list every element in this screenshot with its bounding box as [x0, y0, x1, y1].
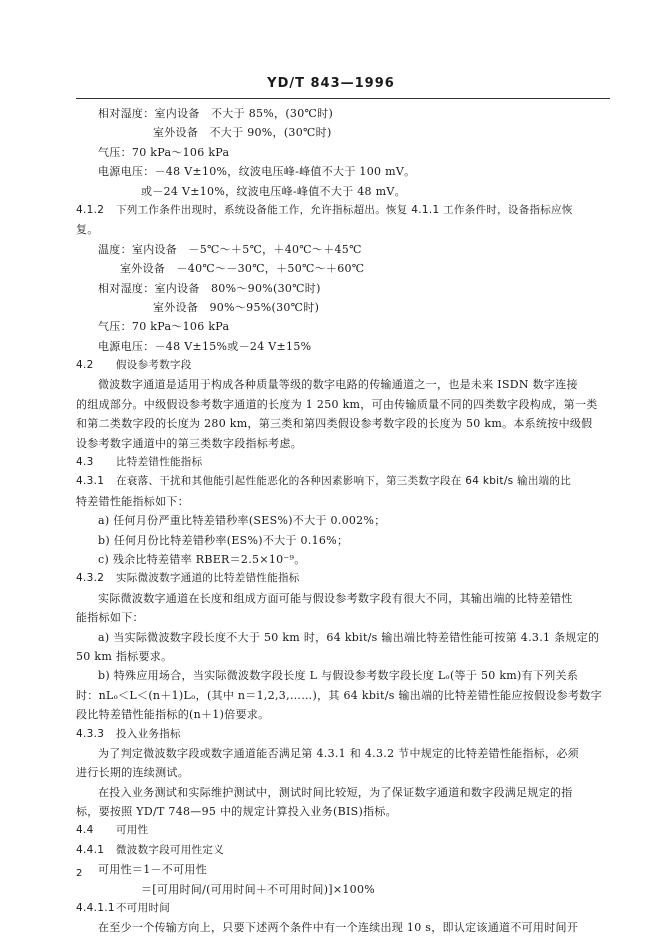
text-line: 复。	[76, 223, 99, 237]
text-line: 相对湿度：室内设备 80%～90%(30℃时)	[98, 281, 321, 295]
section-heading-text: 可用性	[116, 824, 149, 837]
section-number: 4.2	[76, 359, 94, 372]
text-line: 特差错性能指标如下：	[76, 494, 189, 508]
text-line: 能指标如下：	[76, 611, 144, 625]
section-heading-text: 微波数字段可用性定义	[116, 843, 224, 856]
section-heading	[76, 821, 610, 840]
text-line: b) 任何月份比特差错秒率(ES%)不大于 0.16%；	[98, 533, 349, 547]
section-heading-text: 比特差错性能指标	[116, 456, 203, 469]
text-line: 实际微波数字通道在长度和组成方面可能与假设参考数字段有很大不同，其输出端的比特差错性	[98, 591, 573, 605]
header-rule	[76, 98, 610, 99]
text-line: 电源电压：－48 V±10%，纹波电压峰-峰值不大于 100 mV。	[98, 165, 416, 179]
text-line: a) 当实际微波数字段长度不大于 50 km 时，64 kbit/s 输出端比特差错性能可按第 4.3.1 条规定的	[98, 630, 600, 644]
text-line: 室外设备 －40℃～－30℃，＋50℃～＋60℃	[120, 262, 365, 276]
section-number: 4.4	[76, 824, 94, 837]
section-heading	[76, 899, 610, 918]
text-line: 和第二类数字段的长度为 280 km，第三类和第四类假设参考数字段的长度为 50 km。本系统按中级假	[76, 417, 593, 431]
text-line: b) 特殊应用场合，当实际微波数字段长度 L 与假设参考数字段长度 Lₒ(等于 50 km)有下列关系	[98, 669, 579, 683]
section-heading-text: 下列工作条件出现时，系统设备能工作，允许指标超出。恢复 4.1.1 工作条件时，设备指标应恢	[116, 203, 573, 216]
section-number: 4.3.2	[76, 572, 105, 585]
text-line: 温度：室内设备 －5℃～＋5℃，＋40℃～＋45℃	[98, 242, 362, 256]
section-heading-text: 假设参考数字段	[116, 359, 192, 372]
section-number: 4.4.1.1	[76, 902, 115, 915]
text-line: 在至少一个传输方向上，只要下述两个条件中有一个连续出现 10 s，即认定该通道不可用时间开	[98, 921, 579, 935]
text-line: 相对湿度：室内设备 不大于 85%，(30℃时)	[98, 107, 334, 120]
section-heading-text: 不可用时间	[116, 902, 170, 915]
section-heading-text: 实际微波数字通道的比特差错性能指标	[116, 572, 300, 585]
section-heading	[76, 201, 610, 220]
text-line: 时：nLₒ＜L＜(n＋1)Lₒ，(其中 n＝1,2,3,……)，其 64 kbit/s 输出端的比特差错性能应按假设参考数字	[76, 688, 602, 702]
section-heading	[76, 725, 610, 744]
text-line: c) 残余比特差错率 RBER＝2.5×10⁻⁹。	[98, 552, 306, 566]
section-heading	[76, 841, 610, 860]
section-heading-text: 在衰落、干扰和其他能引起性能恶化的各种因素影响下，第三类数字段在 64 kbit/s 输出端的比	[116, 475, 572, 488]
section-number: 4.4.1	[76, 843, 105, 856]
body-text	[76, 104, 610, 938]
text-line: 的组成部分。中级假设参考数字通道的长度为 1 250 km，可由传输质量不同的四类数字段构成，第一类	[76, 397, 598, 411]
text-line: 微波数字通道是适用于构成各种质量等级的数字电路的传输通道之一，也是未来 ISDN 数字连接	[98, 378, 578, 392]
section-number: 4.1.2	[76, 203, 105, 216]
section-heading-text: 投入业务指标	[116, 727, 181, 740]
text-line: 室外设备 不大于 90%，(30℃时)	[153, 126, 332, 140]
text-line: 段比特差错性能指标的(n＋1)倍要求。	[76, 708, 270, 722]
text-line: 50 km 指标要求。	[76, 649, 173, 663]
section-number: 4.3.3	[76, 727, 105, 740]
text-line: 室外设备 90%～95%(30℃时)	[153, 300, 320, 314]
section-number: 4.3.1	[76, 475, 105, 488]
page-header: YD/T 843—1996	[267, 76, 395, 91]
section-heading	[76, 356, 610, 375]
text-line: 电源电压：－48 V±15%或－24 V±15%	[98, 339, 312, 353]
text-line: 进行长期的连续测试。	[76, 766, 189, 780]
text-line: a) 任何月份严重比特差错秒率(SES%)不大于 0.002%；	[98, 514, 386, 528]
section-heading	[76, 453, 610, 472]
text-line: 在投入业务测试和实际维护测试中，测试时间比较短，为了保证数字通道和数字段满足规定的指	[98, 785, 573, 799]
section-number: 4.3	[76, 456, 94, 469]
text-line: 或－24 V±10%，纹波电压峰-峰值不大于 48 mV。	[141, 184, 406, 198]
text-line: 标，要按照 YD/T 748—95 中的规定计算投入业务(BIS)指标。	[76, 805, 397, 819]
text-line: ＝[可用时间/(可用时间＋不可用时间)]×100%	[141, 882, 376, 896]
text-line: 气压：70 kPa～106 kPa	[98, 320, 230, 334]
text-line: 气压：70 kPa～106 kPa	[98, 145, 230, 159]
section-heading	[76, 472, 610, 491]
text-line: 设参考数字通道中的第三类数字段指标考虑。	[76, 436, 302, 450]
section-heading	[76, 569, 610, 588]
page-number: 2	[76, 868, 83, 879]
text-line: 为了判定微波数字段或数字通道能否满足第 4.3.1 和 4.3.2 节中规定的比特差错性能指标，必须	[98, 746, 579, 760]
text-line: 可用性＝1－不可用性	[98, 863, 207, 877]
